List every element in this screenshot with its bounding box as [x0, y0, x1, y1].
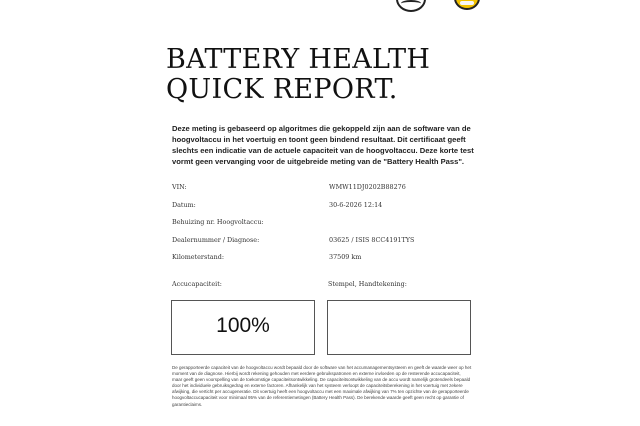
vehicle-fields	[172, 183, 472, 271]
field-row-housing	[172, 218, 472, 236]
stamp-signature-box	[327, 300, 471, 355]
field-label: Kilometerstand:	[172, 253, 224, 261]
brand-logos	[396, 0, 486, 10]
capacity-label: Accucapaciteit:	[172, 280, 222, 288]
field-row-date	[172, 201, 472, 219]
brand-logo-left-icon	[396, 0, 426, 12]
capacity-value: 100%	[216, 314, 270, 337]
field-label: Behuizing nr. Hoogvoltaccu:	[172, 218, 264, 226]
field-row-mileage	[172, 253, 472, 271]
field-label: Datum:	[172, 200, 196, 209]
field-value: 30-6-2026 12:14	[329, 200, 383, 209]
field-label: Dealernummer / Diagnose:	[172, 235, 260, 244]
field-value: 03625 / ISIS 8CC4191TYS	[329, 235, 415, 244]
stamp-label: Stempel, Handtekening:	[328, 280, 407, 288]
field-label: VIN:	[172, 183, 187, 191]
field-value: WMW11DJ0202B88276	[329, 183, 406, 191]
intro-text: Deze meting is gebaseerd op algoritmes die gekoppeld zijn aan de software van de hoogvoltaccu in het voertuig en toont geen bindend resultaat. Dit certificaat geeft slechts een indicatie van de actuele capaciteit van de hoogvoltaccu. Deze korte test vormt geen vervanging voor de uitgebreide meting van de "Battery Health Pass".	[172, 124, 474, 166]
field-row-dealer	[172, 236, 472, 254]
field-row-vin	[172, 183, 472, 201]
title-line-1: BATTERY HEALTH	[166, 44, 431, 75]
field-value: 37509 km	[329, 253, 362, 261]
report-title	[166, 45, 486, 105]
brand-logo-right-icon	[454, 0, 480, 10]
capacity-box	[171, 300, 315, 355]
title-line-2: QUICK REPORT.	[166, 74, 398, 105]
disclaimer-text: De gerapporteerde capaciteit van de hoogvoltaccu wordt bepaald door de software van het accumanagementsysteem en geeft de waarde weer op het moment van de diagnose. Hierbij wordt rekening gehouden met eerdere gebruikspatronen en externe invloeden op de resterende accucapaciteit, maar geeft geen voorspelling van de toekomstige capaciteitsontwikkeling. De capaciteitsontwikkeling van de accu wordt namelijk grotendeels bepaald door het individuele gebruiksgedrag en externe factoren. Afhankelijk van het systeem verloopt de capaciteitsberekening in het voertuig met zekere afwijking, die verticht per accugeneratie. Dit voertuig heeft een hoogvoltaccu met een maximale afwijking van 7% ten opzichte van de gerapporteerde hoogvoltaccucapaciteit voor minimaal 95% van de referentiemetingen (Battery Health Pass). De berekende waarde geeft geen recht op garantie of garantieclaims.	[172, 365, 472, 407]
